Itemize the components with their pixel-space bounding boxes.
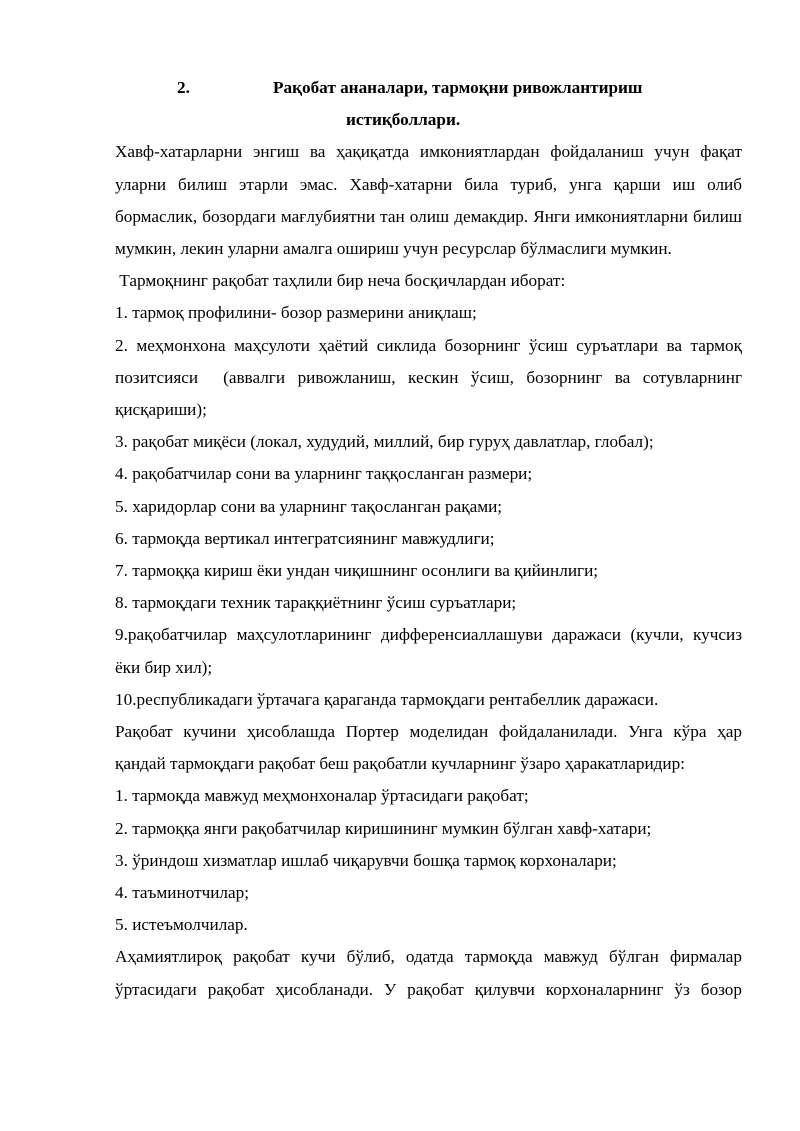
section-title-line-1: Рақобат ананалари, тармоқни ривожлантириш: [273, 78, 643, 97]
paragraph-porter-model: Рақобат кучини ҳисоблашда Портер моделидан фойдаланилади. Унга кўра ҳар қандай тармоқдаги рақобат беш рақобатли кучларнинг ўзаро ҳаракатларидир:: [115, 722, 742, 774]
list-item-force-5: 5. истеъмолчилар.: [115, 915, 248, 935]
list-item-force-1: 1. тармоқда мавжуд меҳмонхоналар ўртасидаги рақобат;: [115, 786, 529, 806]
list-item-stage-7: 7. тармоққа кириш ёки ундан чиқишнинг осонлиги ва қийинлиги;: [115, 561, 599, 581]
list-item-stage-5: 5. харидорлар сони ва уларнинг тақосланган рақами;: [115, 496, 503, 516]
list-item-stage-3: 3. рақобат миқёси (локал, худудий, миллий, бир гуруҳ давлатлар, глобал);: [115, 432, 654, 452]
list-item-force-3: 3. ўриндош хизматлар ишлаб чиқарувчи бошқа тармоқ корхоналари;: [115, 850, 617, 870]
list-item-force-2: 2. тармоққа янги рақобатчилар киришининг мумкин бўлган хавф-хатари;: [115, 818, 652, 838]
list-item-stage-1: 1. тармоқ профилини- бозор размерини аниқлаш;: [115, 303, 477, 323]
list-item-stage-8: 8. тармоқдаги техник тараққиётнинг ўсиш суръатлари;: [115, 593, 517, 613]
paragraph-main-force: Аҳамиятлироқ рақобат кучи бўлиб, одатда тармоқда мавжуд бўлган фирмалар ўртасидаги рақобат ҳисобланади. У рақобат қилувчи корхоналарнинг ўз бозор: [115, 947, 742, 999]
list-item-stage-9: 9.рақобатчилар маҳсулотларининг дифференсиаллашуви даражаси (кучли, кучсиз ёки бир хил);: [115, 625, 742, 677]
paragraph-stages-lead: Тармоқнинг рақобат таҳлили бир неча босқичлардан иборат:: [115, 271, 566, 291]
section-title-line-2: истиқболлари.: [346, 110, 461, 130]
list-item-stage-4: 4. рақобатчилар сони ва уларнинг таққосланган размери;: [115, 464, 533, 484]
section-number: 2.: [177, 78, 190, 97]
list-item-stage-2: 2. меҳмонхона маҳсулоти ҳаётий сиклида бозорнинг ўсиш суръатлари ва тармоқ позитсияси (аввалги ривожланиш, кескин ўсиш, бозорнинг ва сотувларнинг қисқариши);: [115, 335, 747, 420]
section-heading: [115, 72, 742, 136]
document-page: [115, 72, 747, 1006]
list-item-stage-6: 6. тармоқда вертикал интегратсиянинг мавжудлиги;: [115, 528, 495, 548]
paragraph-intro: Хавф-хатарларни энгиш ва ҳақиқатда имкониятлардан фойдаланиш учун фақат уларни билиш этарли эмас. Хавф-хатарни била туриб, унга қарши иш олиб бормаслик, бозордаги мағлубиятни тан олиш демакдир. Янги имкониятларни билиш мумкин, лекин уларни амалга ошириш учун ресурслар бўлмаслиги мумкин.: [115, 142, 742, 258]
list-item-stage-10: 10.республикадаги ўртачага қараганда тармоқдаги рентабеллик даражаси.: [115, 689, 659, 709]
list-item-force-4: 4. таъминотчилар;: [115, 883, 249, 903]
